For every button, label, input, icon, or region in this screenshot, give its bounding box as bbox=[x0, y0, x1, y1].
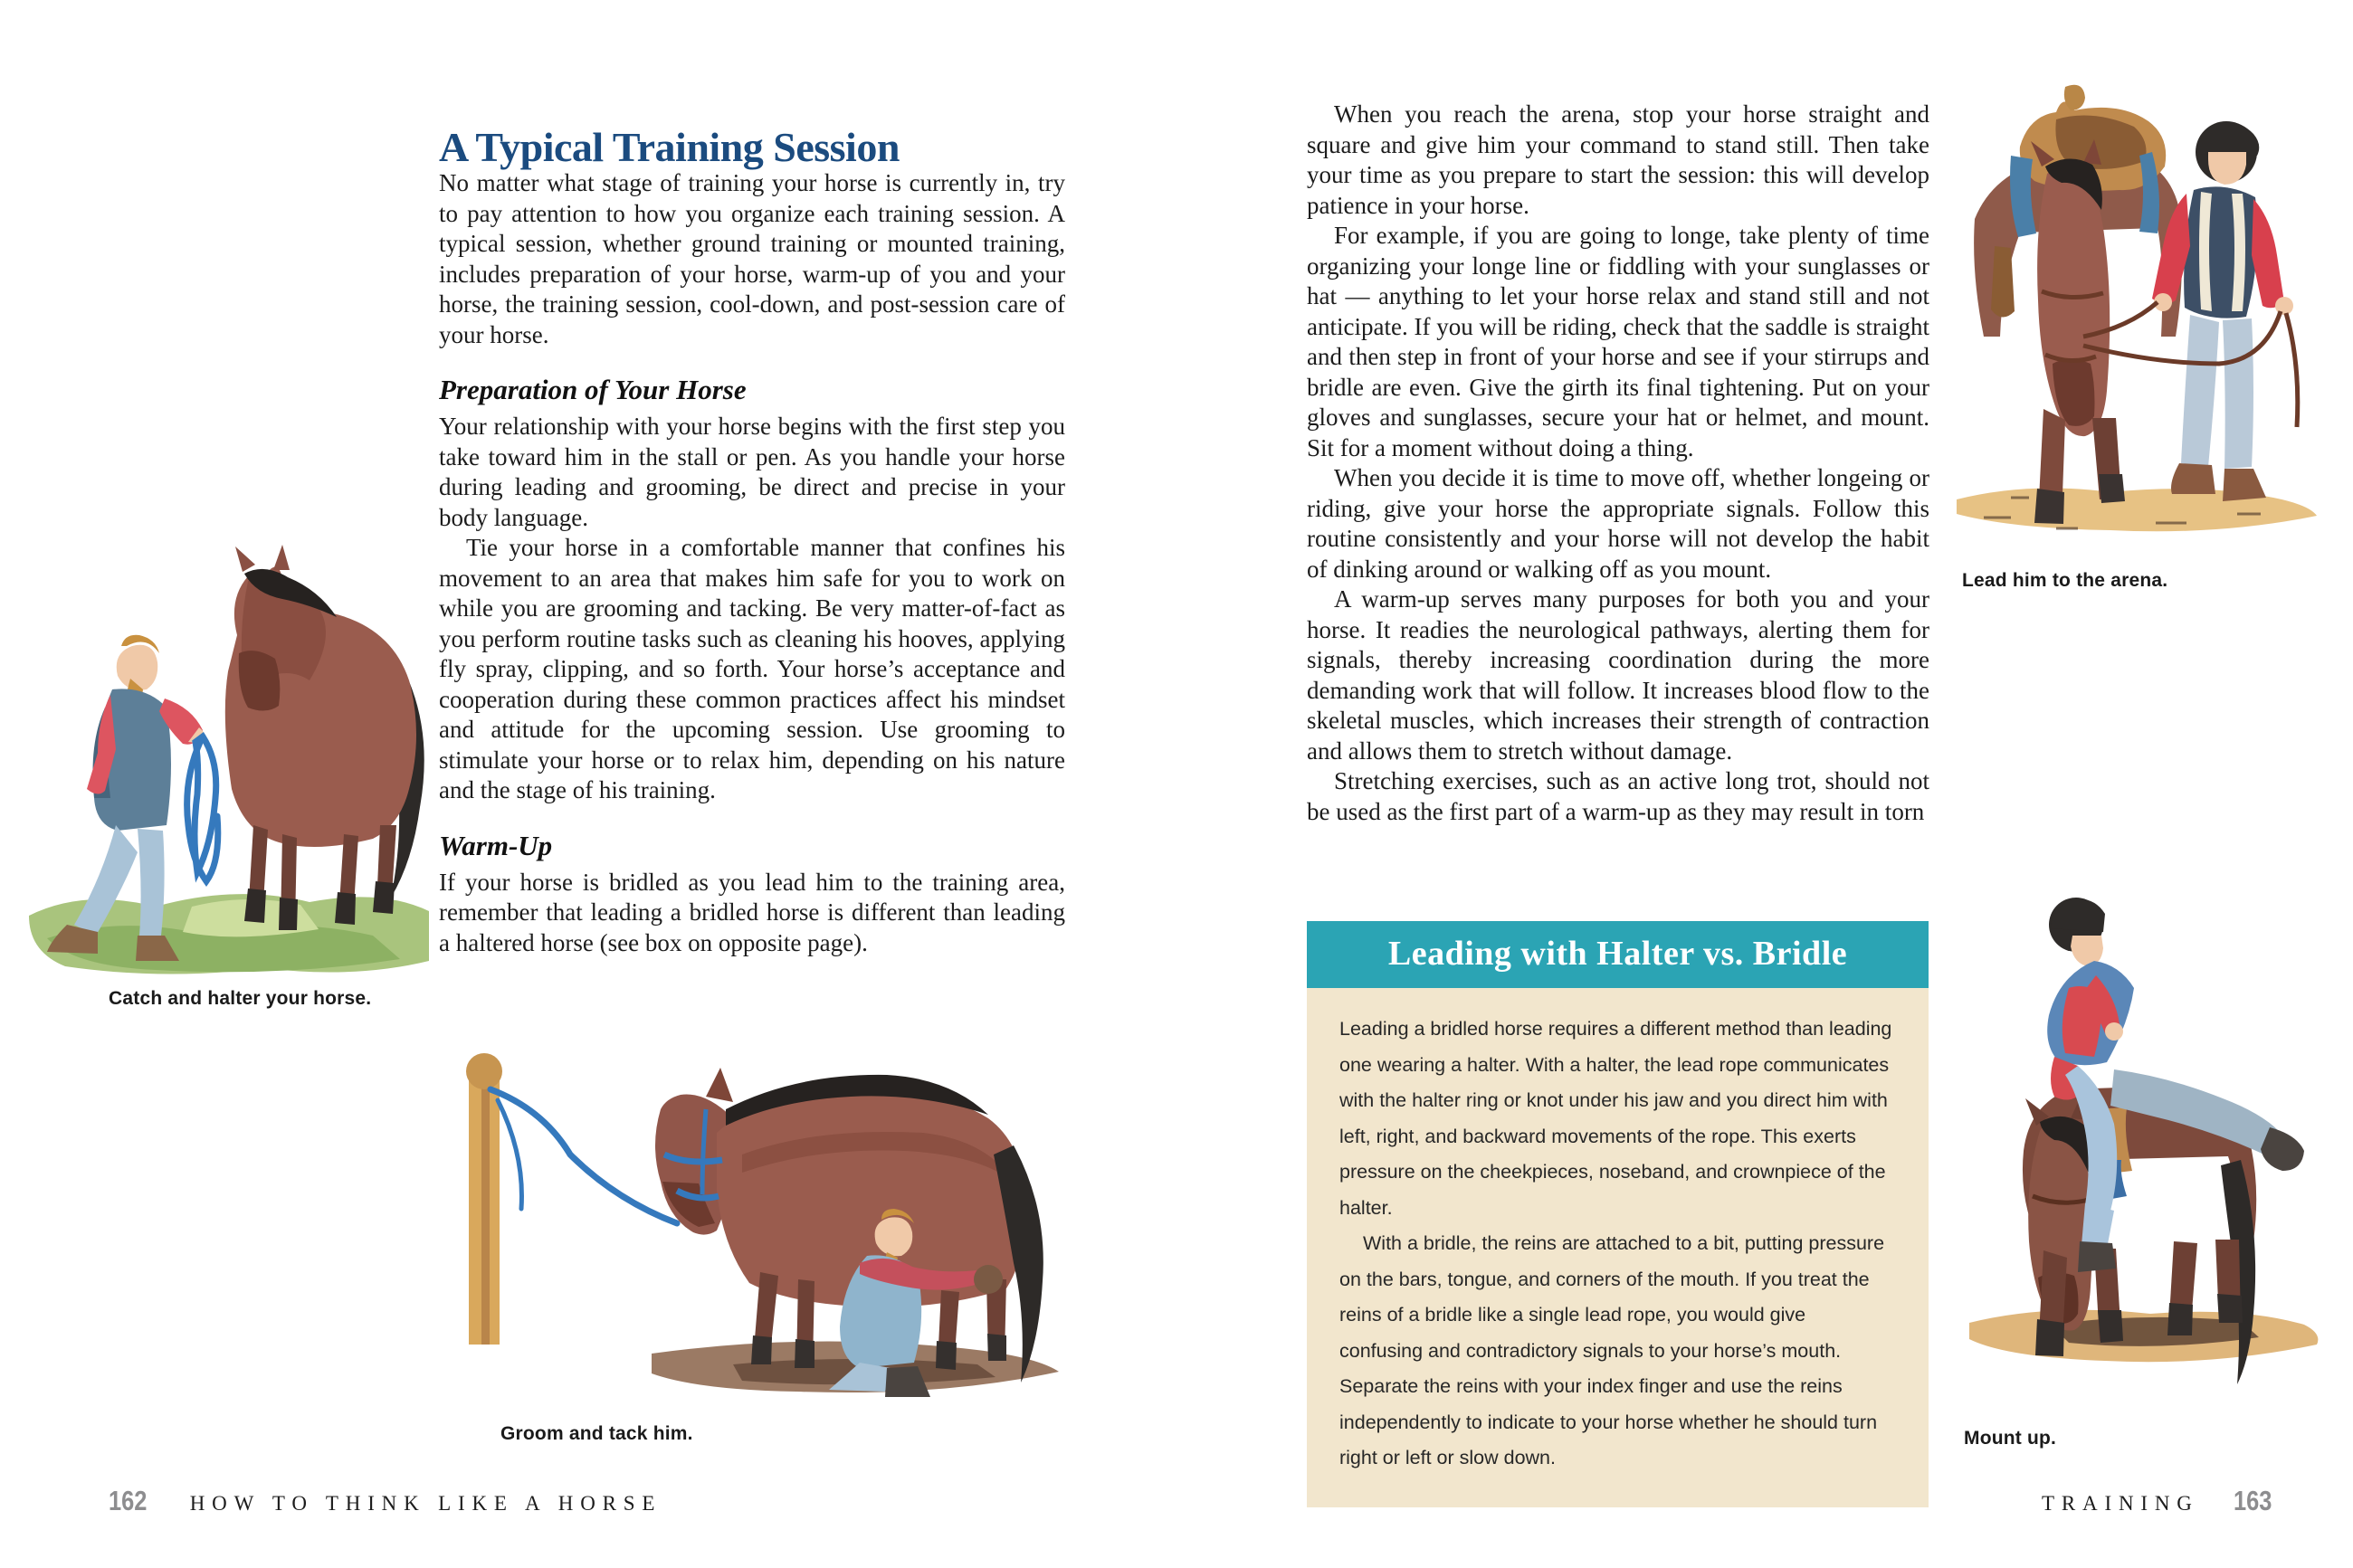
body-paragraph: Your relationship with your horse begins with the first step you take toward him in the stall or pen. As you handle your horse during leading and grooming, be direct and precise in your body language. bbox=[439, 413, 1065, 531]
right-text-column bbox=[1307, 100, 1929, 827]
body-paragraph: Stretching exercises, such as an active long trot, should not be used as the first part of a warm-up as they may result in torn bbox=[1307, 767, 1929, 825]
caption-catch-halter: Catch and halter your horse. bbox=[109, 988, 372, 1009]
left-page-footer bbox=[109, 1485, 662, 1517]
sidebar-box-title: Leading with Halter vs. Bridle bbox=[1307, 921, 1929, 988]
left-text-column bbox=[439, 168, 1065, 958]
intro-paragraph: No matter what stage of training your horse is currently in, try to pay attention to how you organize each training session. A typical session, whether ground training or mounted training, includes preparation of your horse, warm-up of you and your horse, the training session, cool-down, and post-session care of your horse. bbox=[439, 169, 1065, 348]
sidebar-paragraph: With a bridle, the reins are attached to a bit, putting pressure on the bars, tongue, and corners of the mouth. If you treat the reins of a bridle like a single lead rope, you would give confusing and contradictory signals to your horse’s mouth. Separate the reins with your index finger and use the reins independently to indicate to your horse whether he should turn right or left or slow down. bbox=[1339, 1232, 1885, 1468]
body-paragraph: When you decide it is time to move off, whether longeing or riding, give your horse the appropriate signals. Follow this routine consistently and your horse will not develop the habit of dinking around or walking off as you mount. bbox=[1307, 464, 1929, 583]
body-paragraph: A warm-up serves many purposes for both you and your horse. It readies the neurological pathways, alerting them for signals, thereby increasing coordination during the more demanding work that will follow. It increases blood flow to the skeletal muscles, which increases their strength of contraction and allows them to stretch without damage. bbox=[1307, 585, 1929, 765]
caption-lead-arena: Lead him to the arena. bbox=[1962, 570, 2168, 591]
sidebar-paragraph: Leading a bridled horse requires a different method than leading one wearing a halter. With a halter, the lead rope communicates with the halter ring or knot under his jaw and you direct him with left, right, and backward movements of the rope. This exerts pressure on the cheekpieces, noseband, and crownpiece of the halter. bbox=[1339, 1018, 1892, 1219]
illustration-lead-to-arena bbox=[1948, 65, 2328, 558]
section-heading-preparation: Preparation of Your Horse bbox=[439, 374, 747, 405]
sidebar-box-body bbox=[1307, 988, 1929, 1507]
illustration-groom-and-tack bbox=[434, 1046, 1077, 1413]
sidebar-box-halter-vs-bridle bbox=[1307, 921, 1929, 1507]
body-paragraph: If your horse is bridled as you lead him to the training area, remember that leading a bridled horse is different than leading a haltered horse (see box on opposite page). bbox=[439, 868, 1065, 956]
right-page-footer bbox=[2042, 1485, 2280, 1517]
illustration-mount-up bbox=[1942, 889, 2331, 1400]
illustration-catch-and-halter bbox=[11, 527, 436, 984]
body-paragraph: When you reach the arena, stop your horse straight and square and give him your command to stand still. Then take your time as you prepare to start the session: this will develop patience in your horse. bbox=[1307, 100, 1929, 219]
running-title-right: TRAINING bbox=[2042, 1492, 2199, 1515]
page-number-left: 162 bbox=[109, 1485, 148, 1516]
caption-groom-tack: Groom and tack him. bbox=[500, 1423, 693, 1444]
running-title-left: HOW TO THINK LIKE A HORSE bbox=[189, 1492, 662, 1515]
body-paragraph: Tie your horse in a comfortable manner that confines his movement to an area that makes him safe for you to work on while you are grooming and tacking. Be very matter-of-fact as you perform routine tasks such as cleaning his hooves, applying fly spray, clipping, and so forth. Your horse’s acceptance and cooperation during these common practices affect his mindset and attitude for the upcoming session. Use grooming to stimulate your horse or to relax him, depending on his nature and the stage of his training. bbox=[439, 534, 1065, 803]
body-paragraph: For example, if you are going to longe, take plenty of time organizing your longe line or fiddling with your sunglasses or hat — anything to let your horse relax and stand still and not anticipate. If you will be riding, check that the saddle is straight and then step in front of your horse and see if your stirrups and bridle are even. Give the girth its final tightening. Put on your gloves and sunglasses, secure your hat or helmet, and mount. Sit for a moment without doing a thing. bbox=[1307, 222, 1929, 461]
page-number-right: 163 bbox=[2233, 1485, 2272, 1516]
section-heading-warmup: Warm-Up bbox=[439, 829, 553, 861]
caption-mount-up: Mount up. bbox=[1964, 1428, 2057, 1449]
page-title: A Typical Training Session bbox=[439, 123, 900, 170]
